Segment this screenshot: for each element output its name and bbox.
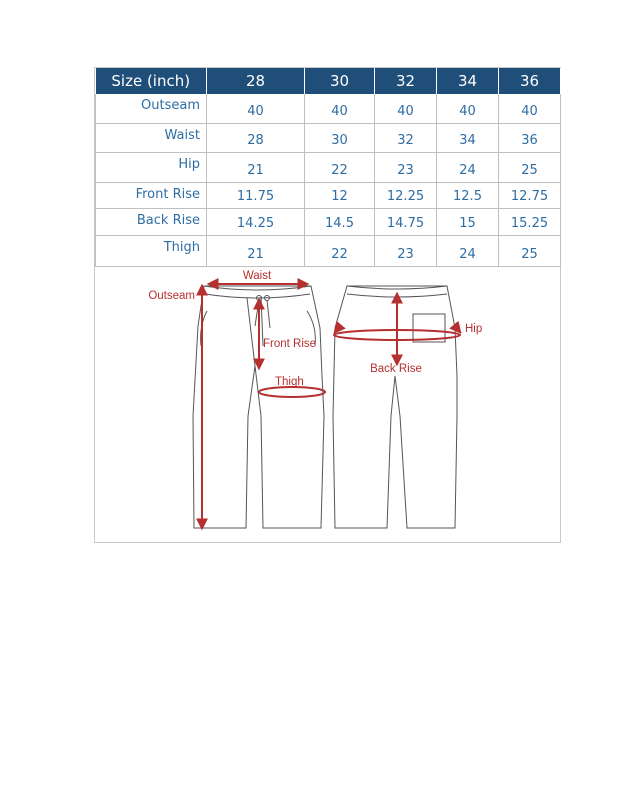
table-cell: 21: [207, 235, 305, 266]
row-label-hip: Hip: [96, 152, 207, 182]
table-cell: 15.25: [499, 208, 561, 235]
back-rise-label: Back Rise: [370, 363, 422, 375]
table-cell: 15: [437, 208, 499, 235]
table-row: [96, 208, 561, 235]
row-label-thigh: Thigh: [96, 235, 207, 266]
table-cell: 34: [437, 123, 499, 152]
size-header-cell: 30: [305, 68, 375, 94]
table-cell: 12.5: [437, 182, 499, 208]
row-label-waist: Waist: [96, 123, 207, 152]
table-cell: 22: [305, 152, 375, 182]
table-cell: 12.75: [499, 182, 561, 208]
table-row: [96, 235, 561, 266]
table-cell: 24: [437, 235, 499, 266]
table-cell: 40: [375, 94, 437, 123]
front-rise-measure: [259, 300, 316, 368]
waist-measure: [209, 270, 307, 284]
table-row: [96, 182, 561, 208]
table-cell: 21: [207, 152, 305, 182]
back-rise-measure: [370, 294, 422, 375]
table-cell: 28: [207, 123, 305, 152]
table-row: [96, 123, 561, 152]
table-cell: 22: [305, 235, 375, 266]
table-cell: 25: [499, 235, 561, 266]
table-cell: 36: [499, 123, 561, 152]
table-header-row: [96, 68, 561, 94]
hip-measure: [334, 323, 482, 340]
table-cell: 40: [207, 94, 305, 123]
table-cell: 40: [499, 94, 561, 123]
table-cell: 23: [375, 235, 437, 266]
waist-label: Waist: [242, 270, 272, 282]
size-header-cell: 28: [207, 68, 305, 94]
table-row: [96, 152, 561, 182]
table-cell: 40: [305, 94, 375, 123]
table-cell: 14.75: [375, 208, 437, 235]
thigh-label: Thigh: [275, 376, 304, 388]
table-cell: 14.25: [207, 208, 305, 235]
table-cell: 14.5: [305, 208, 375, 235]
table-cell: 12: [305, 182, 375, 208]
size-header-label: Size (inch): [96, 68, 207, 94]
table-cell: 12.25: [375, 182, 437, 208]
size-header-cell: 34: [437, 68, 499, 94]
table-cell: 30: [305, 123, 375, 152]
row-label-front-rise: Front Rise: [96, 182, 207, 208]
table-cell: 23: [375, 152, 437, 182]
table-cell: 32: [375, 123, 437, 152]
hip-label: Hip: [465, 323, 483, 335]
back-pants-outline: [333, 286, 457, 528]
table-row: [96, 94, 561, 123]
size-chart: [94, 67, 561, 543]
outseam-label: Outseam: [148, 290, 195, 302]
table-cell: 24: [437, 152, 499, 182]
thigh-measure: [259, 376, 325, 397]
front-rise-label: Front Rise: [263, 338, 317, 350]
row-label-outseam: Outseam: [96, 94, 207, 123]
measurement-diagram: [95, 266, 560, 542]
table-cell: 11.75: [207, 182, 305, 208]
table-cell: 25: [499, 152, 561, 182]
size-header-cell: 36: [499, 68, 561, 94]
size-table: [95, 68, 561, 267]
table-cell: 40: [437, 94, 499, 123]
row-label-back-rise: Back Rise: [96, 208, 207, 235]
size-header-cell: 32: [375, 68, 437, 94]
